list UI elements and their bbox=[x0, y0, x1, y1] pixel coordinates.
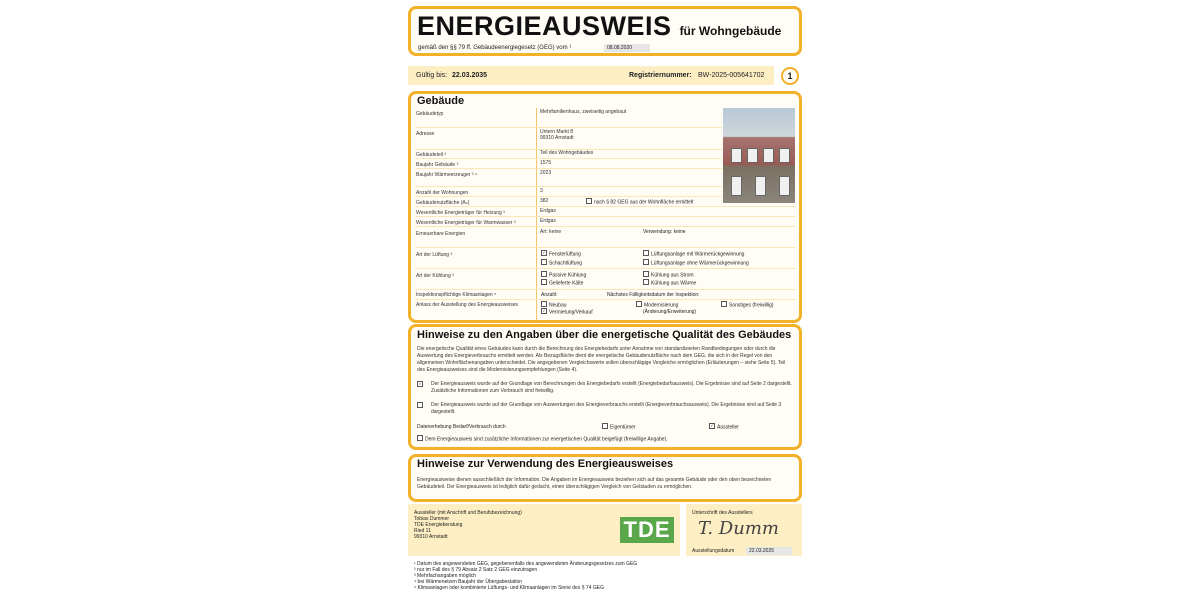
energy-certificate-page bbox=[408, 6, 802, 596]
usage-box bbox=[408, 454, 802, 502]
renewables-type: Art: keine bbox=[540, 229, 562, 235]
reason-modernisation: Modernisierung bbox=[636, 302, 678, 308]
vent-option-shaft: Schachtlüftung bbox=[541, 260, 582, 266]
registration-value: BW-2025-005641702 bbox=[698, 72, 765, 79]
building-part-value: Teil des Wohngebäudes bbox=[540, 150, 594, 156]
floor-area-value: 382 bbox=[540, 198, 549, 204]
consumption-certificate-text: Der Energieausweis wurde auf der Grundlage von Auswertungen des Energieverbrauchs erstellt (Energieverbrauchsausweis). Die Ergebnisse sind auf Seite 3 dargestellt. bbox=[431, 402, 782, 415]
demand-certificate-text: Der Energieausweis wurde auf der Grundlage von Berechnungen des Energiebedarfs erstellt (Energiebedarfsausweis). Die Ergebnisse sind auf Seite 2 dargestellt. Zusätzliche Informationen zum Verbrauch sind freiwillig. bbox=[431, 381, 792, 394]
usage-section-title: Hinweise zur Verwendung des Energieausweises bbox=[417, 458, 674, 470]
header-box bbox=[408, 6, 802, 56]
hints-intro: Die energetische Qualität eines Gebäudes kann durch die Berechnung des Energiebedarfs unter Annahme von standardisierten Randbedingungen oder durch die Auswertung des Energieverbrauchs ermittelt werden. Als Bezugsfläche dient die energetische Gebäudenutzfläche nach dem GEG, die sich in der Regel von den allgemeinen Wohnflächenangaben unterscheidet. Die angegebenen Vergleichswerte sollen überschlägige Vergleiche ermöglichen (Erläuterungen – siehe Seite 5). Teil des Energieausweises sind die Modernisierungsempfehlungen (Seite 4). bbox=[417, 346, 786, 373]
vent-shaft-checkbox[interactable] bbox=[541, 259, 547, 265]
cool-option-electric: Kühlung aus Strom bbox=[643, 272, 694, 278]
issuer-line-4: 99310 Arnstadt bbox=[414, 534, 448, 540]
cool-option-passive: Passive Kühlung bbox=[541, 272, 586, 278]
ac-next-inspection-label: Nächstes Fälligkeitsdatum der Inspektion: bbox=[607, 292, 700, 298]
issuer-line-2: TDE Energieberatung bbox=[414, 522, 463, 528]
water-carrier-value: Erdgas bbox=[540, 218, 556, 224]
construction-year-value: 1575 bbox=[540, 160, 552, 166]
footnote-5: ⁵ Klimaanlagen oder kombinierte Lüftungs- und Klimaanlagen im Sinne des § 74 GEG bbox=[414, 585, 604, 591]
building-box bbox=[408, 91, 802, 323]
vent-option-recovery: Lüftungsanlage mit Wärmerückgewinnung bbox=[643, 251, 744, 257]
issuer-checkbox[interactable]: ✓ bbox=[710, 423, 714, 428]
vent-window-checkbox[interactable]: ✓ bbox=[542, 250, 546, 255]
vent-recovery-checkbox[interactable] bbox=[643, 250, 649, 256]
owner-checkbox[interactable] bbox=[602, 423, 608, 429]
validity-band bbox=[408, 66, 774, 85]
generator-year-value: 2023 bbox=[540, 170, 552, 176]
footnote-3: ³ Mehrfachangaben möglich bbox=[414, 573, 476, 579]
cool-passive-checkbox[interactable] bbox=[541, 271, 547, 277]
vent-option-window: ✓ Fensterlüftung bbox=[542, 250, 581, 258]
footnote-4: ⁴ bei Wärmenetzen Baujahr der Übergabestation bbox=[414, 579, 523, 585]
cool-delivered-checkbox[interactable] bbox=[541, 279, 547, 285]
vent-norecovery-checkbox[interactable] bbox=[643, 259, 649, 265]
heating-carrier-value: Erdgas bbox=[540, 208, 556, 214]
registration-label: Registriernummer: bbox=[629, 72, 692, 79]
vent-option-norecovery: Lüftungsanlage ohne Wärmerückgewinnung bbox=[643, 260, 749, 266]
law-text: gemäß den §§ 79 ff. Gebäudeenergiegesetz (GEG) vom ¹ bbox=[418, 45, 572, 51]
issuer-line-3: Ried 11 bbox=[414, 528, 431, 534]
floor-area-checkbox[interactable] bbox=[586, 198, 592, 204]
reason-label: Anlass der Ausstellung des Energieausweises bbox=[416, 302, 519, 308]
data-owner: Eigentümer bbox=[602, 424, 636, 430]
floor-area-note: nach § 82 GEG aus der Wohnfläche ermittelt bbox=[586, 199, 693, 205]
building-photo bbox=[723, 108, 795, 203]
construction-year-label: Baujahr Gebäude ³ bbox=[416, 162, 459, 168]
address-label: Adresse bbox=[416, 131, 435, 137]
hints-section-title: Hinweise zu den Angaben über die energetische Qualität des Gebäudes bbox=[417, 329, 792, 341]
reason-rental-sale: ✓ Vermietung/Verkauf bbox=[542, 308, 593, 316]
reason-modernisation-sub: (Änderung/Erweiterung) bbox=[643, 309, 697, 315]
additional-info-checkbox[interactable] bbox=[417, 435, 423, 441]
data-issuer: ✓ Aussteller bbox=[710, 423, 739, 431]
ac-label: Inspektionspflichtige Klimaanlagen ⁵ bbox=[416, 292, 497, 298]
heating-carrier-label: Wesentliche Energieträger für Heizung ³ bbox=[416, 210, 505, 216]
reason-new-building: Neubau bbox=[541, 302, 567, 308]
cooling-label: Art der Kühlung ³ bbox=[416, 273, 454, 279]
law-date: 08.08.2020 bbox=[604, 44, 650, 52]
signature-box bbox=[686, 504, 802, 556]
cool-heat-checkbox[interactable] bbox=[643, 279, 649, 285]
renewables-label: Erneuerbare Energien bbox=[416, 231, 466, 237]
reason-rental-checkbox[interactable]: ✓ bbox=[542, 308, 546, 313]
building-type-value: Mehrfamilienhaus, zweiseitig angebaut bbox=[540, 109, 627, 115]
issuer-line-1: Tobias Dummer bbox=[414, 516, 450, 522]
reason-modern-checkbox[interactable] bbox=[636, 301, 642, 307]
renewables-usage: Verwendung: keine bbox=[643, 229, 686, 235]
footnote-1: ¹ Datum des angewendeten GEG, gegebenenfalls des angewendeten Änderungsgesetzes zum GEG bbox=[414, 561, 638, 567]
building-type-label: Gebäudetyp bbox=[416, 111, 444, 117]
footnote-2: ² nur im Fall des § 79 Absatz 2 Satz 2 GEG einzutragen bbox=[414, 567, 538, 573]
ac-count-label: Anzahl: bbox=[541, 292, 558, 298]
certificate-subtitle: für Wohngebäude bbox=[679, 24, 782, 38]
certificate-title: ENERGIEAUSWEIS für Wohngebäude bbox=[417, 11, 782, 41]
demand-certificate-checkbox[interactable]: ✓ bbox=[418, 381, 422, 386]
issuer-logo: TDE bbox=[620, 517, 674, 543]
data-collection-label: Datenerhebung Bedarf/Verbrauch durch bbox=[417, 424, 506, 430]
usage-text: Energieausweise dienen ausschließlich der Information. Die Angaben im Energieausweis beziehen sich auf das gesamte Gebäude oder den oben bezeichneten Gebäudeteil. Der Energieausweis ist lediglich dafür gedacht, einen überschlägigen Vergleich von Gebäuden zu ermöglichen. bbox=[417, 477, 772, 490]
hints-box bbox=[408, 324, 802, 450]
reason-other-checkbox[interactable] bbox=[721, 301, 727, 307]
issuer-label: Aussteller (mit Anschrift und Berufsbezeichnung) bbox=[414, 510, 522, 516]
reason-other: Sonstiges (freiwillig) bbox=[721, 302, 773, 308]
generator-year-label: Baujahr Wärmeerzeuger ³ ⁴ bbox=[416, 172, 478, 178]
consumption-certificate-checkbox[interactable] bbox=[417, 402, 423, 408]
issue-date-label: Ausstellungsdatum bbox=[692, 548, 735, 554]
reason-new-checkbox[interactable] bbox=[541, 301, 547, 307]
address-line2: 99310 Arnstadt bbox=[540, 135, 574, 141]
cool-option-heat: Kühlung aus Wärme bbox=[643, 280, 696, 286]
apartments-label: Anzahl der Wohnungen bbox=[416, 190, 469, 196]
issuer-box bbox=[408, 504, 680, 556]
water-carrier-label: Wesentliche Energieträger für Warmwasser ³ bbox=[416, 220, 516, 226]
cool-electric-checkbox[interactable] bbox=[643, 271, 649, 277]
apartments-value: 3 bbox=[540, 188, 543, 194]
floor-area-label: Gebäudenutzfläche (Aₙ) bbox=[416, 200, 470, 206]
address-line1: Untern Markt 8 bbox=[540, 129, 574, 135]
signature: T. Dumm bbox=[698, 518, 779, 539]
cool-option-delivered: Gelieferte Kälte bbox=[541, 280, 583, 286]
building-section-title: Gebäude bbox=[417, 95, 465, 107]
page-number-badge: 1 bbox=[781, 67, 799, 85]
issue-date: 22.03.2025 bbox=[746, 547, 792, 555]
building-part-label: Gebäudeteil ² bbox=[416, 152, 447, 158]
signature-label: Unterschrift des Ausstellers bbox=[692, 510, 753, 516]
ventilation-label: Art der Lüftung ³ bbox=[416, 252, 453, 258]
valid-until-label: Gültig bis: bbox=[416, 72, 448, 79]
additional-info: Dem Energieausweis sind zusätzliche Informationen zur energetischen Qualität beigefügt (freiwillige Angabe). bbox=[417, 436, 668, 442]
valid-until-value: 22.03.2035 bbox=[452, 72, 488, 79]
